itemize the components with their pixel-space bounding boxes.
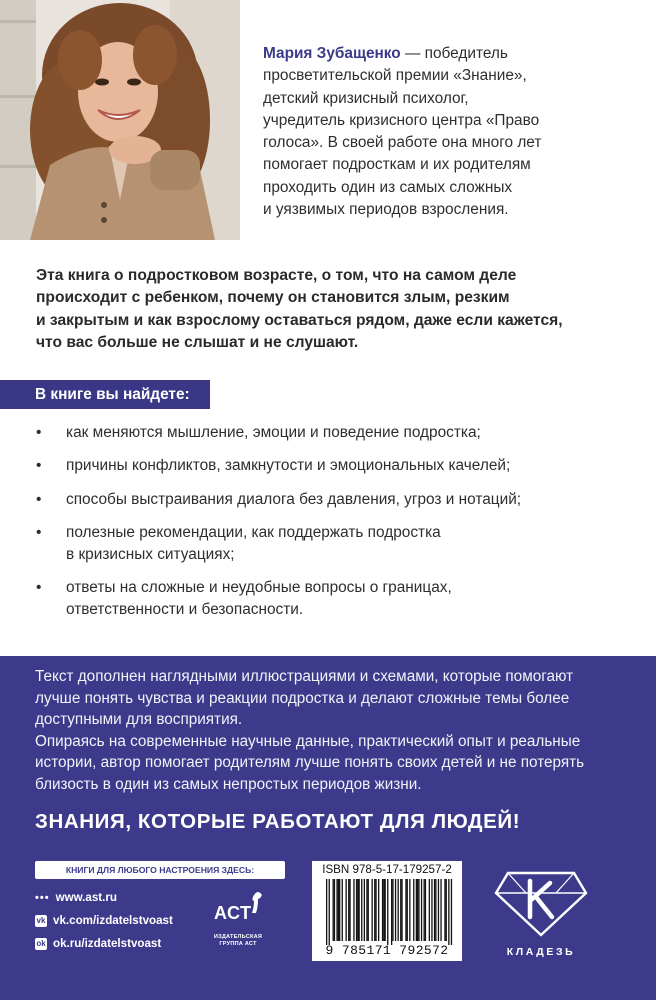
list-item: • способы выстраивания диалога без давления, угроз и нотаций; <box>36 489 596 511</box>
list-item: • причины конфликтов, замкнутости и эмоциональных качелей; <box>36 455 596 477</box>
lead-line-4: что вас больше не слышат и не слушают. <box>36 334 359 352</box>
site-link[interactable]: ••• www.ast.ru <box>35 891 117 904</box>
bio-line-4: учредитель кризисного центра «Право <box>263 111 540 129</box>
description-paragraph-1: Текст дополнен наглядными иллюстрациями и схемами, которые помогают лучше понять чувства и реакции подростка и делают сложные темы более доступными для восприятия. <box>35 668 574 729</box>
list-item: • полезные рекомендации, как поддержать подростка в кризисных ситуациях; <box>36 523 441 563</box>
ast-logo-icon <box>210 889 266 929</box>
bullet-icon: • <box>36 523 42 541</box>
bio-line-7: проходить один из самых сложных <box>263 178 513 196</box>
author-name: Мария Зубащенко <box>263 45 401 62</box>
bottom-panel <box>0 656 656 1000</box>
author-bio <box>263 43 583 221</box>
bullet-icon: • <box>36 424 42 441</box>
social-links <box>35 886 215 955</box>
bio-line-3: детский кризисный психолог, <box>263 89 469 107</box>
ok-link[interactable]: ok ok.ru/izdatelstvoast <box>36 937 162 950</box>
publisher-line-1: ИЗДАТЕЛЬСКАЯ <box>213 934 263 940</box>
publisher-line-2: ГРУППА АСТ <box>219 941 257 947</box>
barcode-digits: 9 785171 792572 <box>325 943 449 958</box>
publisher-logo <box>210 889 266 948</box>
bio-line-2: просветительской премии «Знание», <box>263 67 527 85</box>
find-heading: В книге вы найдете: <box>0 380 210 409</box>
description <box>35 666 620 796</box>
diamond-k-logo-icon <box>486 859 596 939</box>
lead-line-1: Эта книга о подростковом возрасте, о том, что на самом деле <box>36 267 517 284</box>
bullet-icon: • <box>36 490 42 508</box>
svg-text:ACT: ACT <box>214 903 251 923</box>
list-item: • как меняются мышление, эмоции и поведение подростка; <box>36 422 596 444</box>
find-list <box>36 422 596 632</box>
ok-icon: ok <box>36 938 46 948</box>
brand-name: КЛАДЕЗЬ <box>506 946 576 958</box>
moods-label: КНИГИ ДЛЯ ЛЮБОГО НАСТРОЕНИЯ ЗДЕСЬ: <box>35 861 285 879</box>
isbn: ISBN 978-5-17-179257-2 <box>322 863 452 876</box>
brand <box>486 859 596 958</box>
lead-line-3: и закрытым и как взрослому оставаться рядом, даже если кажется, <box>36 311 563 329</box>
slogan: ЗНАНИЯ, КОТОРЫЕ РАБОТАЮТ ДЛЯ ЛЮДЕЙ! <box>35 810 521 833</box>
list-item: • ответы на сложные и неудобные вопросы о границах, ответственности и безопасности. <box>36 578 452 618</box>
bio-line-6: помогает подросткам и их родителям <box>263 156 531 174</box>
bio-line-1: Мария Зубащенко — победитель <box>263 45 508 62</box>
lead-line-2: происходит с ребенком, почему он становится злым, резким <box>36 289 510 307</box>
vk-link[interactable]: vk vk.com/izdatelstvoast <box>36 914 173 927</box>
description-paragraph-2: Опираясь на современные научные данные, практический опыт и реальные истории, автор помогает родителям лучше понять своих детей и не потерять близость в один из самых непростых периодов жизни. <box>35 732 585 793</box>
bio-line-8: и уязвимых периодов взросления. <box>263 201 509 219</box>
bullet-icon: • <box>36 457 42 475</box>
barcode <box>312 861 462 961</box>
dots-icon: ••• <box>35 891 50 904</box>
vk-icon: vk <box>36 915 46 925</box>
lead-paragraph <box>36 265 616 355</box>
bio-line-5: голоса». В своей работе она много лет <box>263 134 542 152</box>
bullet-icon: • <box>36 578 42 596</box>
author-photo <box>0 0 240 240</box>
